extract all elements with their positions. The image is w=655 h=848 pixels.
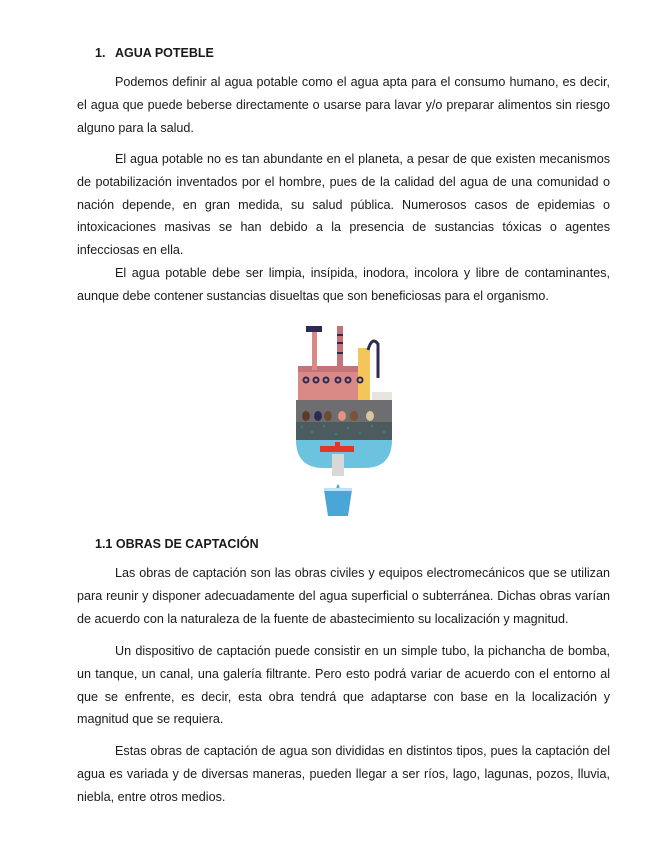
section-heading-obras-captacion: 1.1 OBRAS DE CAPTACIÓN	[95, 537, 259, 551]
paragraph: Un dispositivo de captación puede consistir en un simple tubo, la pichancha de bomba, un tanque, un canal, una galería filtrante. Pero esto podrá variar de acuerdo con el entorno al que se enfrente, es decir, esta obra tendrá que adaptarse con base en la localización y magnitud que se requiera.	[77, 644, 610, 727]
section-heading-agua-potable	[95, 46, 214, 60]
paragraph: Podemos definir al agua potable como el agua apta para el consumo humano, es decir, el agua que puede beberse directamente o usarse para lavar y/o preparar alimentos sin riesgo alguno para la salud.	[77, 75, 610, 135]
paragraph: El agua potable no es tan abundante en el planeta, a pesar de que existen mecanismos de potabilización inventados por el hombre, pues de la calidad del agua de una comunidad o nación depende, en gran medida, su salud pública. Numerosos casos de epidemias o intoxicaciones masivas se han debido a la presencia de sustancias tóxicas o agentes infecciosas en ella.	[77, 152, 610, 258]
paragraph: El agua potable debe ser limpia, insípida, inodora, incolora y libre de contaminantes, aunque debe contener sustancias disueltas que son beneficiosas para el organismo.	[77, 266, 610, 303]
section-number: 1.	[95, 46, 106, 60]
water-treatment-illustration	[292, 322, 396, 518]
section-title: AGUA POTEBLE	[115, 46, 214, 60]
paragraph: Las obras de captación son las obras civiles y equipos electromecánicos que se utilizan para reunir y disponer adecuadamente del agua superficial o subterránea. Dichas obras varían de acuerdo con la naturaleza de la fuente de abastecimiento su localización y magnitud.	[77, 566, 610, 626]
paragraph: Estas obras de captación de agua son divididas en distintos tipos, pues la captación del agua es variada y de diversas maneras, pueden llegar a ser ríos, lago, lagunas, pozos, lluvia, niebla, entre otros medios.	[77, 744, 610, 804]
